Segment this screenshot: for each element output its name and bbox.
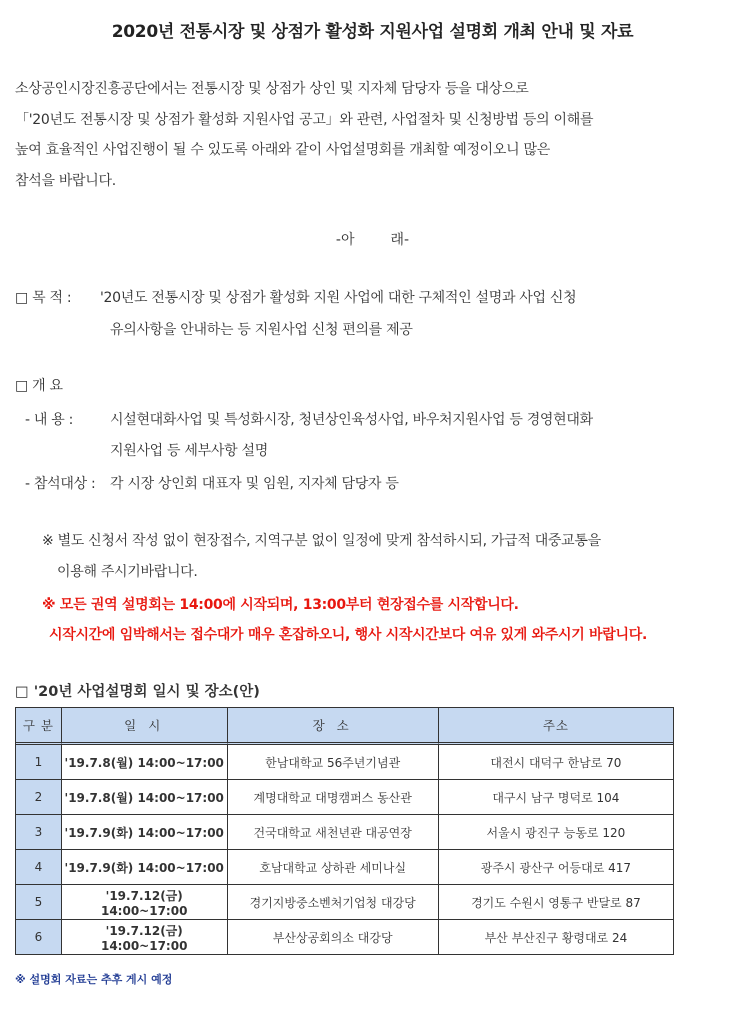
overview-content-line-2: 지원사업 등 세부사항 설명 bbox=[110, 443, 268, 459]
table-row bbox=[16, 745, 673, 780]
row-no: 6 bbox=[16, 920, 62, 954]
table-row bbox=[16, 920, 673, 954]
schedule-title: □ '20년 사업설명회 일시 및 장소(안) bbox=[15, 684, 260, 700]
row-datetime: '19.7.12(금) 14:00~17:00 bbox=[62, 885, 228, 920]
row-address: 경기도 수원시 영통구 반달로 87 bbox=[439, 885, 673, 920]
row-datetime: '19.7.8(월) 14:00~17:00 bbox=[62, 745, 228, 780]
table-row bbox=[16, 850, 673, 885]
overview-heading: □ 개 요 bbox=[15, 378, 63, 394]
note-line-2: 이용해 주시기바랍니다. bbox=[57, 564, 198, 580]
row-venue: 부산상공회의소 대강당 bbox=[228, 920, 439, 954]
row-no: 1 bbox=[16, 745, 62, 780]
row-no: 4 bbox=[16, 850, 62, 885]
intro-line: 높여 효율적인 사업진행이 될 수 있도록 아래와 같이 사업설명회를 개최할 예정이오니 많은 bbox=[15, 142, 550, 158]
page-title: 2020년 전통시장 및 상점가 활성화 지원사업 설명회 개최 안내 및 자료 bbox=[111, 22, 634, 42]
row-venue: 건국대학교 새천년관 대공연장 bbox=[228, 815, 439, 850]
row-venue: 호남대학교 상하관 세미나실 bbox=[228, 850, 439, 885]
below-marker-left: -아 bbox=[335, 232, 355, 248]
row-address: 부산 부산진구 황령대로 24 bbox=[484, 930, 628, 945]
header-address: 주소 bbox=[439, 708, 673, 745]
row-no: 3 bbox=[16, 815, 62, 850]
overview-target-text: 각 시장 상인회 대표자 및 임원, 지자체 담당자 등 bbox=[110, 476, 399, 492]
row-address: 광주시 광산구 어등대로 417 bbox=[439, 850, 673, 885]
below-marker-right: 래- bbox=[390, 232, 410, 248]
header-no: 구 분 bbox=[16, 708, 62, 745]
row-venue: 한남대학교 56주년기념관 bbox=[228, 745, 439, 780]
below-marker bbox=[0, 229, 745, 249]
intro-line: 참석을 바랍니다. bbox=[15, 172, 116, 189]
table-row bbox=[16, 780, 673, 815]
row-datetime: '19.7.8(월) 14:00~17:00 bbox=[62, 780, 228, 815]
row-datetime: '19.7.12(금) 14:00~17:00 bbox=[62, 920, 228, 954]
header-venue: 장 소 bbox=[228, 708, 439, 745]
row-datetime: '19.7.9(화) 14:00~17:00 bbox=[62, 815, 228, 850]
note-red-line-2: 시작시간에 임박해서는 접수대가 매우 혼잡하오니, 행사 시작시간보다 여유 있게 와주시기 바랍니다. bbox=[49, 627, 647, 643]
footer-note: ※ 설명회 자료는 추후 게시 예정 bbox=[15, 973, 173, 986]
row-venue: 경기지방중소벤처기업청 대강당 bbox=[228, 885, 439, 920]
row-address: 대구시 남구 명덕로 104 bbox=[439, 780, 673, 815]
intro-line: 「'20년도 전통시장 및 상점가 활성화 지원사업 공고」와 관련, 사업절차 및 신청방법 등의 이해를 bbox=[15, 111, 594, 128]
row-datetime: '19.7.9(화) 14:00~17:00 bbox=[62, 850, 228, 885]
header-datetime: 일 시 bbox=[62, 708, 228, 745]
table-row bbox=[16, 885, 673, 920]
intro-paragraph bbox=[15, 74, 735, 196]
row-address: 서울시 광진구 능동로 120 bbox=[439, 815, 673, 850]
row-venue: 계명대학교 대명캠퍼스 동산관 bbox=[228, 780, 439, 815]
schedule-header-row bbox=[16, 708, 673, 745]
row-no: 2 bbox=[16, 780, 62, 815]
intro-line: 소상공인시장진흥공단에서는 전통시장 및 상점가 상인 및 지자체 담당자 등을 대상으로 bbox=[15, 81, 529, 97]
purpose-label: □ 목 적 : bbox=[15, 290, 72, 306]
overview-target-label: - 참석대상 : bbox=[25, 476, 96, 492]
purpose-line-2: 유의사항을 안내하는 등 지원사업 신청 편의를 제공 bbox=[110, 322, 413, 338]
purpose-line-1: '20년도 전통시장 및 상점가 활성화 지원 사업에 대한 구체적인 설명과 사업 신청 bbox=[100, 290, 577, 306]
overview-content-line-1: 시설현대화사업 및 특성화시장, 청년상인육성사업, 바우처지원사업 등 경영현대화 bbox=[110, 412, 593, 428]
note-line-1: ※ 별도 신청서 작성 없이 현장접수, 지역구분 없이 일정에 맞게 참석하시되, 가급적 대중교통을 bbox=[42, 533, 601, 549]
table-row bbox=[16, 815, 673, 850]
schedule-table bbox=[15, 707, 674, 955]
row-address: 대전시 대덕구 한남로 70 bbox=[439, 745, 673, 780]
overview-content-label: - 내 용 : bbox=[25, 412, 74, 428]
row-no: 5 bbox=[16, 885, 62, 920]
note-red-line-1: ※ 모든 권역 설명회는 14:00에 시작되며, 13:00부터 현장접수를 시작합니다. bbox=[42, 597, 519, 613]
